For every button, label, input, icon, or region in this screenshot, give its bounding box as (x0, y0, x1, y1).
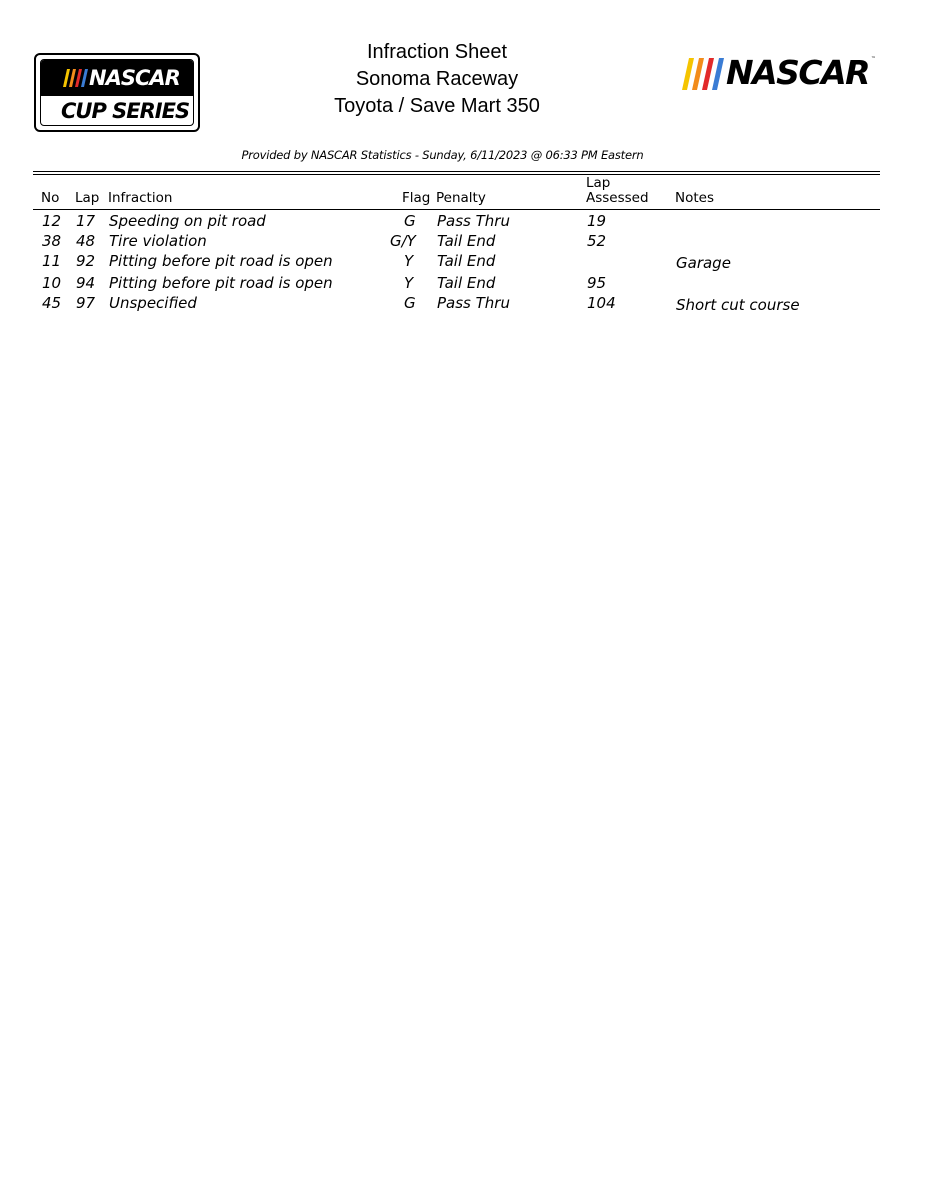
cup-series-logo-frame (40, 59, 194, 126)
cell-penalty: Tail End (437, 232, 496, 250)
cell-flag: Y (404, 274, 414, 292)
cell-lap: 92 (76, 252, 96, 270)
header-rule-second (33, 174, 880, 175)
cell-infraction: Speeding on pit road (109, 212, 266, 230)
cell-infraction: Unspecified (109, 294, 197, 312)
cell-flag: Y (404, 252, 414, 270)
cell-lap-assessed: 52 (587, 232, 607, 250)
cell-notes: Garage (676, 254, 731, 272)
column-header-lap-assessed-line1: Lap (586, 175, 611, 191)
column-header-lap: Lap (75, 190, 100, 206)
cell-no: 12 (42, 212, 62, 230)
cell-lap-assessed: 95 (587, 274, 607, 292)
stripes-icon (63, 69, 89, 87)
cell-lap-assessed: 104 (587, 294, 616, 312)
cup-series-logo-nascar-text: NASCAR (89, 66, 180, 90)
cell-penalty: Pass Thru (437, 212, 510, 230)
provided-by-line: Provided by NASCAR Statistics - Sunday, 6/11/2023 @ 06:33 PM Eastern (241, 148, 644, 162)
cell-penalty: Pass Thru (437, 294, 510, 312)
cell-no: 11 (42, 252, 62, 270)
column-header-no: No (41, 190, 60, 206)
cell-flag: G/Y (390, 232, 416, 250)
cell-lap: 48 (76, 232, 96, 250)
cell-lap: 97 (76, 294, 96, 312)
column-header-notes: Notes (675, 190, 714, 206)
page-title: Infraction Sheet (366, 41, 508, 63)
cell-lap: 94 (76, 274, 96, 292)
cell-infraction: Pitting before pit road is open (109, 274, 333, 292)
cell-infraction: Pitting before pit road is open (109, 252, 333, 270)
stripes-icon (682, 58, 726, 90)
header-rule-bottom (33, 209, 880, 210)
cell-no: 38 (42, 232, 62, 250)
race-name: Toyota / Save Mart 350 (334, 95, 540, 117)
cell-no: 45 (42, 294, 62, 312)
header-rule-top (33, 171, 880, 172)
cell-infraction: Tire violation (109, 232, 207, 250)
cup-series-logo (34, 53, 200, 132)
cell-flag: G (404, 294, 416, 312)
cup-series-logo-header (41, 60, 193, 96)
trademark-symbol: ™ (871, 56, 876, 62)
cell-lap: 17 (76, 212, 96, 230)
cup-series-logo-text: CUP SERIES (61, 99, 190, 123)
column-header-infraction: Infraction (108, 190, 173, 206)
cell-penalty: Tail End (437, 252, 496, 270)
cell-no: 10 (42, 274, 62, 292)
cell-notes: Short cut course (676, 296, 800, 314)
nascar-logo-text: NASCAR (726, 53, 870, 92)
track-name: Sonoma Raceway (355, 68, 519, 90)
column-header-penalty: Penalty (436, 190, 486, 206)
column-header-lap-assessed-line2: Assessed (586, 190, 649, 206)
cell-lap-assessed: 19 (587, 212, 607, 230)
cell-penalty: Tail End (437, 274, 496, 292)
cell-flag: G (404, 212, 416, 230)
nascar-logo (682, 53, 882, 92)
column-header-flag: Flag (402, 190, 431, 206)
